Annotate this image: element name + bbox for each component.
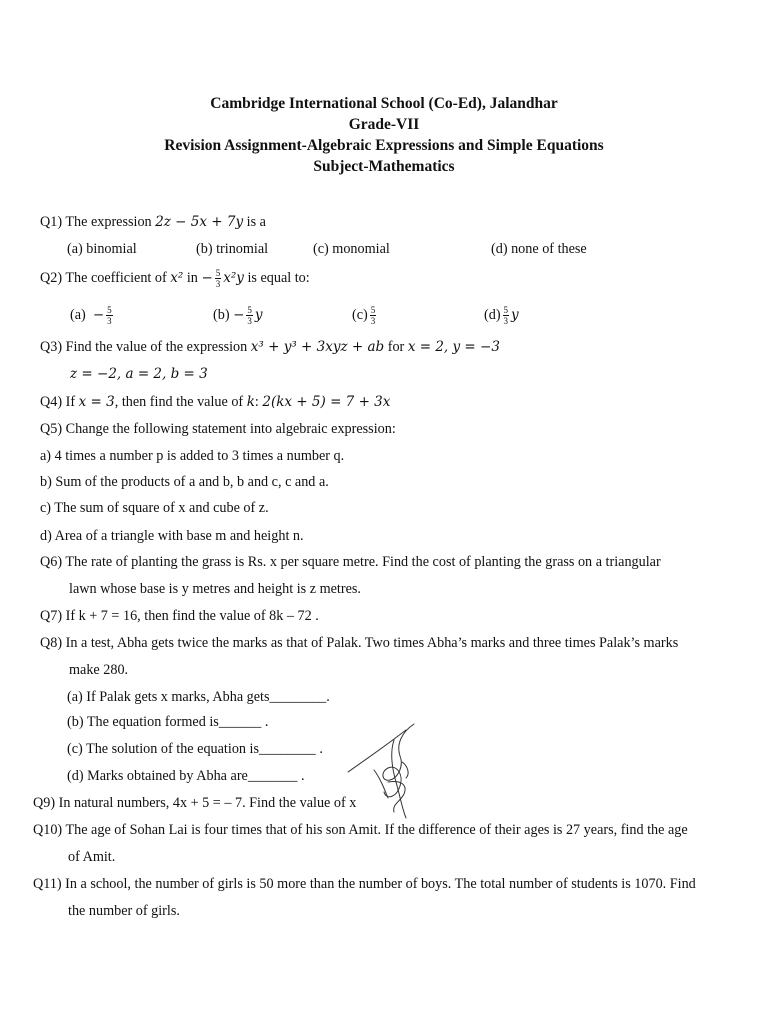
q5-item-d: d) Area of a triangle with base m and height n. (40, 528, 304, 544)
q1-option-c: (c) monomial (313, 241, 390, 257)
q1-option-a: (a) binomial (67, 241, 137, 257)
question-6-cont: lawn whose base is y metres and height is z metres. (69, 581, 361, 597)
handwritten-signature (344, 722, 422, 822)
question-9: Q9) In natural numbers, 4x + 5 = – 7. Find the value of x (33, 795, 357, 811)
assignment-title: Revision Assignment-Algebraic Expressions and Simple Equations (164, 137, 604, 154)
q3-conditions: z = −2, a = 2, b = 3 (70, 366, 208, 382)
question-2: Q2) The coefficient of x² in − $\frac{5}{3}$ x²y is equal to: (40, 268, 310, 290)
q5-item-c: c) The sum of square of x and cube of z. (40, 500, 269, 516)
question-1: Q1) The expression 2z − 5x + 7y is a (40, 214, 266, 230)
q8-part-a: (a) If Palak gets x marks, Abha gets________. (67, 689, 330, 705)
q1-expression: 2z − 5x + 7y (155, 214, 244, 230)
question-10: Q10) The age of Sohan Lai is four times that of his son Amit. If the difference of their ages is 27 years, find the age (33, 822, 688, 838)
question-5: Q5) Change the following statement into algebraic expression: (40, 421, 396, 437)
q8-part-c: (c) The solution of the equation is________ . (67, 741, 323, 757)
question-7: Q7) If k + 7 = 16, then find the value of 8k – 72 . (40, 608, 319, 624)
question-8: Q8) In a test, Abha gets twice the marks as that of Palak. Two times Abha’s marks and three times Palak’s marks (40, 635, 679, 651)
q1-option-b: (b) trinomial (196, 241, 269, 257)
q2-option-a: (a) − $\frac{5}{3}$ (70, 305, 112, 327)
question-11: Q11) In a school, the number of girls is 50 more than the number of boys. The total number of students is 1070. Find (33, 876, 696, 892)
question-11-cont: the number of girls. (68, 903, 180, 919)
q8-part-b: (b) The equation formed is______ . (67, 714, 269, 730)
q2-option-d: (d) $\frac{5}{3}$ y (484, 305, 519, 327)
q5-item-a: a) 4 times a number p is added to 3 times a number q. (40, 448, 345, 464)
subject-heading: Subject-Mathematics (313, 158, 455, 175)
question-8-cont: make 280. (69, 662, 129, 678)
q1-option-d: (d) none of these (491, 241, 587, 257)
question-3: Q3) Find the value of the expression x³ + y³ + 3xyz + ab for x = 2, y = −3 (40, 339, 500, 355)
question-6: Q6) The rate of planting the grass is Rs. x per square metre. Find the cost of planting the grass on a triangular (40, 554, 661, 570)
grade-heading: Grade-VII (348, 116, 420, 133)
q2-option-b: (b) − $\frac{5}{3}$ y (213, 305, 263, 327)
q2-option-c: (c) $\frac{5}{3}$ (352, 305, 376, 327)
question-10-cont: of Amit. (68, 849, 116, 865)
question-4: Q4) If x = 3, then find the value of k: 2(kx + 5) = 7 + 3x (40, 394, 391, 410)
q2-fraction: $\frac{5}{3}$ (215, 268, 221, 290)
school-name: Cambridge International School (Co-Ed), Jalandhar (210, 95, 558, 112)
q5-item-b: b) Sum of the products of a and b, b and c, c and a. (40, 474, 329, 490)
q8-part-d: (d) Marks obtained by Abha are_______ . (67, 768, 305, 784)
